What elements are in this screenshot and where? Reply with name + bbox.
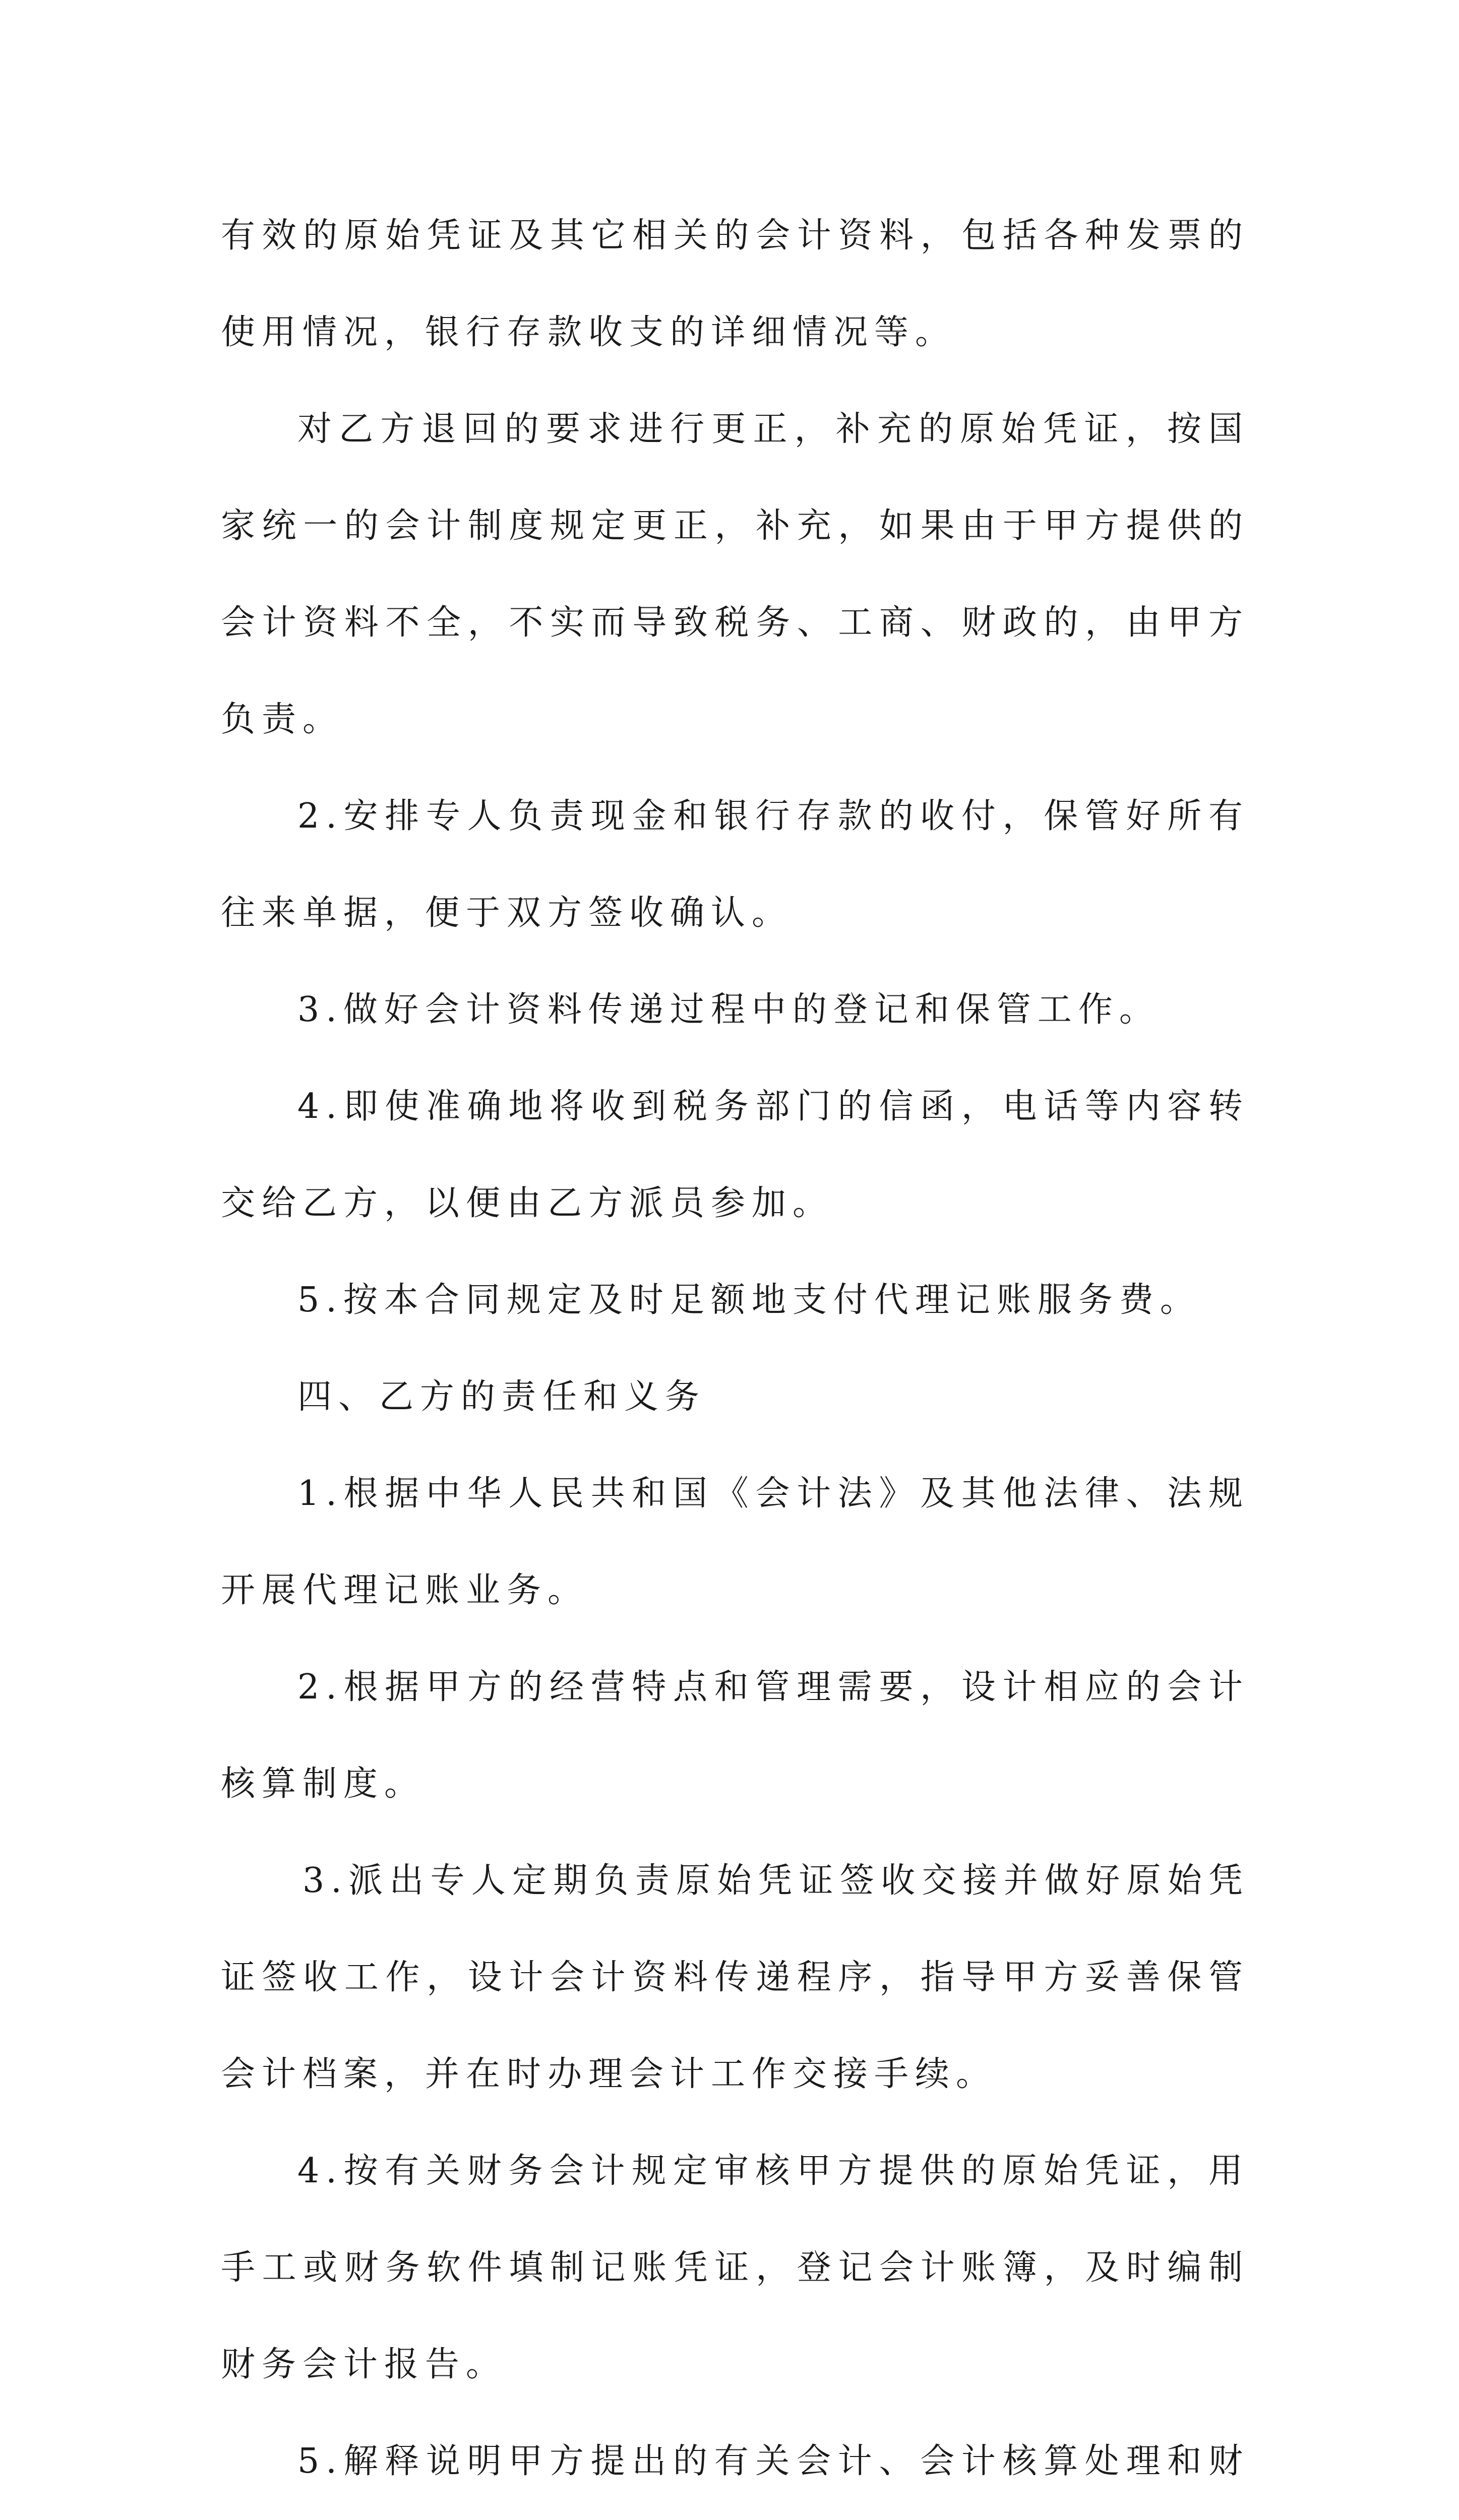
paragraph-item-b5: 5.解释说明甲方提出的有关会计、会计核算处理和财 (297, 2441, 1249, 2481)
section-heading-party-b: 四、乙方的责任和义务 (297, 1377, 706, 1417)
paragraph-item-a5: 5.按本合同规定及时足额地支付代理记账服务费。 (297, 1280, 1201, 1320)
paragraph-continuation: 有效的原始凭证及其它相关的会计资料，包括各种发票的使用情况，银行存款收支的详细情况等。 (221, 216, 1249, 352)
paragraph-item-b2: 2.根据甲方的经营特点和管理需要，设计相应的会计核算制度。 (221, 1667, 1249, 1804)
paragraph-item-a3: 3.做好会计资料传递过程中的登记和保管工作。 (297, 990, 1160, 1030)
document-body (221, 187, 1249, 2520)
paragraph-item-b1: 1.根据中华人民共和国《会计法》及其他法律、法规开展代理记账业务。 (221, 1474, 1249, 1610)
paragraph-item-a2: 2.安排专人负责现金和银行存款的收付，保管好所有往来单据，便于双方签收确认。 (221, 796, 1249, 933)
paragraph-correction: 对乙方退回的要求进行更正，补充的原始凭证，按国家统一的会计制度规定更正，补充，如果由于甲方提供的会计资料不全，不实而导致税务、工商、财政的，由甲方负责。 (221, 409, 1249, 739)
paragraph-item-b4: 4.按有关财务会计规定审核甲方提供的原始凭证，用手工或财务软件填制记账凭证，登记会计账簿，及时编制财务会计报告。 (221, 2151, 1249, 2384)
paragraph-item-b3: 3.派出专人定期负责原始凭证签收交接并做好原始凭证签收工作，设计会计资料传递程序，指导甲方妥善保管会计档案，并在时办理会计工作交接手续。 (221, 1861, 1249, 2094)
paragraph-item-a4: 4.即使准确地将收到税务部门的信函，电话等内容转交给乙方，以便由乙方派员参加。 (221, 1087, 1249, 1223)
